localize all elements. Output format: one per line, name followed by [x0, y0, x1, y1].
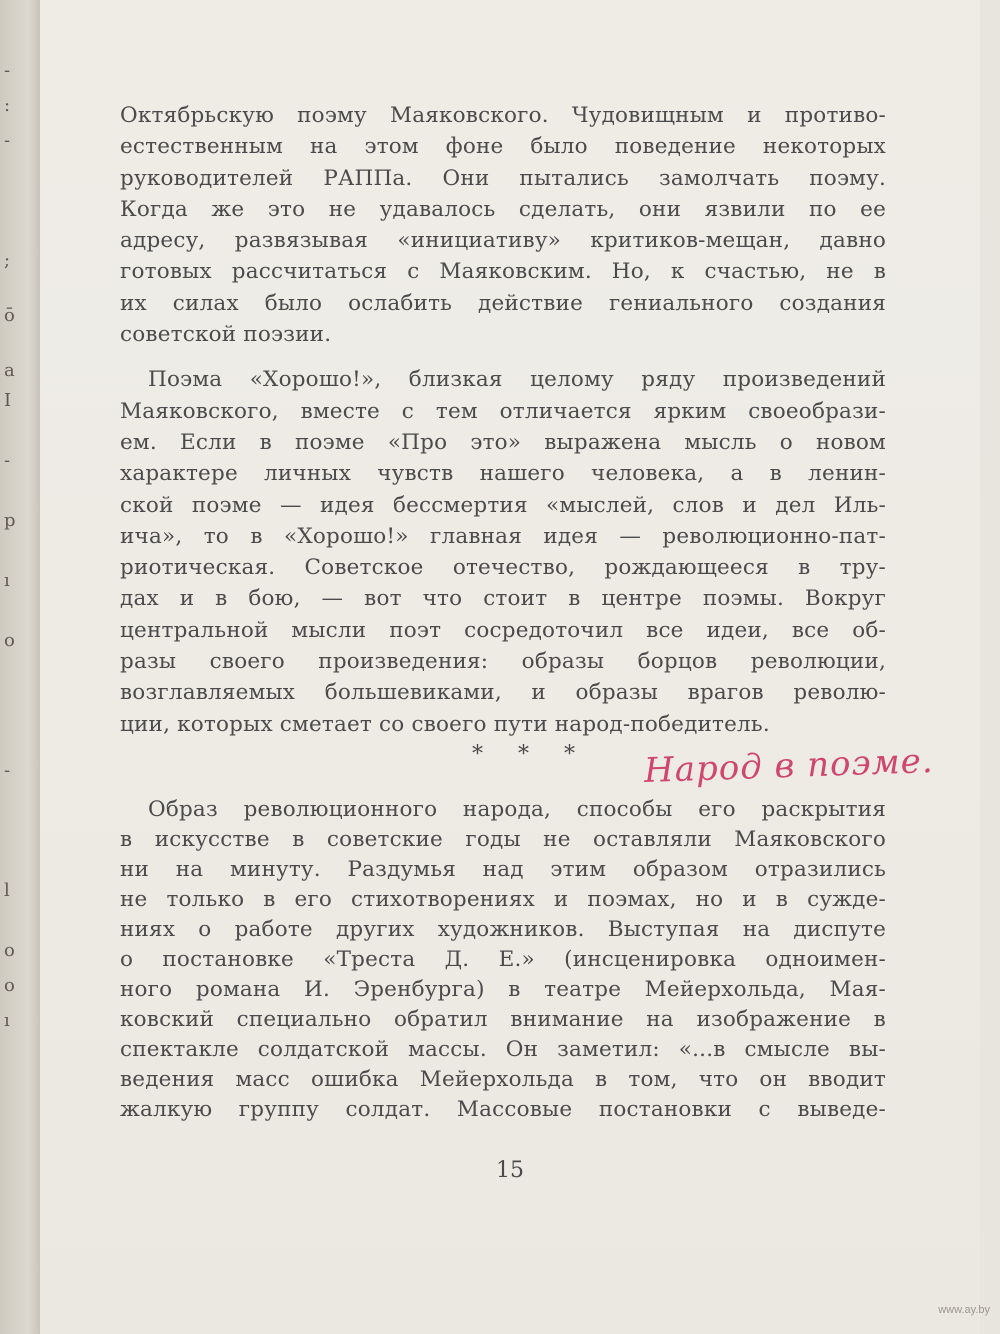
- text-line: характере личных чувств нашего человека, а в ленин-: [120, 461, 886, 487]
- text-line: естественным на этом фоне было поведение некоторых: [120, 134, 886, 160]
- bleed-mark: I: [4, 390, 12, 411]
- paragraph-2: [120, 364, 886, 740]
- bleed-mark: ;: [4, 250, 11, 271]
- text-line: центральной мысли поэт сосредоточил все идеи, все об-: [120, 617, 886, 643]
- text-line: ича», то в «Хорошо!» главная идея — революционно-пат-: [120, 523, 886, 549]
- body-text-top: [120, 100, 886, 740]
- text-line: разы своего произведения: образы борцов революции,: [120, 649, 886, 675]
- bleed-mark: o: [4, 940, 15, 961]
- bleed-mark: o: [4, 630, 15, 651]
- page-number: 15: [496, 1158, 524, 1183]
- section-divider: * * *: [472, 742, 589, 767]
- bleed-mark: l: [4, 880, 10, 901]
- left-page-edge: [0, 0, 42, 1334]
- text-line: Октябрьскую поэму Маяковского. Чудовищным и противо-: [120, 103, 886, 128]
- text-line: руководителей РАППа. Они пытались замолчать поэму.: [120, 165, 886, 191]
- text-line: готовых рассчитаться с Маяковским. Но, к счастью, не в: [120, 259, 886, 285]
- bleed-mark: -: [4, 450, 11, 471]
- text-line: Поэма «Хорошо!», близкая целому ряду произведений: [148, 367, 886, 393]
- text-line: ниях о работе других художников. Выступая на диспуте: [120, 917, 886, 942]
- bleed-mark: -: [4, 760, 11, 781]
- text-line: ведения масс ошибка Мейерхольда в том, что он вводит: [120, 1067, 886, 1092]
- bleed-mark: a: [4, 360, 15, 381]
- bleed-mark: -: [4, 60, 11, 81]
- text-line: возглавляемых большевиками, и образы врагов револю-: [120, 680, 886, 706]
- bleed-mark: :: [4, 95, 11, 116]
- text-line: дах и в бою, — вот что стоит в центре поэмы. Вокруг: [120, 586, 886, 612]
- text-line: риотическая. Советское отечество, рождающееся в тру-: [120, 555, 886, 581]
- text-line: ем. Если в поэме «Про это» выражена мысль о новом: [120, 429, 886, 455]
- text-line: в искусстве в советские годы не оставляли Маяковского: [120, 827, 886, 852]
- text-line: ного романа И. Эренбурга) в театре Мейерхольда, Мая-: [120, 977, 886, 1002]
- paragraph-1: [120, 100, 886, 350]
- book-page: [40, 0, 980, 1334]
- text-line: ции, которых сметает со своего пути народ-победитель.: [120, 711, 770, 737]
- bleed-mark: p: [4, 510, 16, 531]
- body-text-bottom: [120, 795, 886, 1125]
- text-line: Маяковского, вместе с тем отличается ярким своеобрази-: [120, 398, 886, 424]
- bleed-mark: -: [4, 130, 11, 151]
- text-line: советской поэзии.: [120, 322, 332, 348]
- text-line: их силах было ослабить действие гениального создания: [120, 290, 886, 316]
- left-page-bleed-marks: [4, 60, 24, 1100]
- bleed-mark: o: [4, 975, 15, 996]
- text-line: ской поэме — идея бессмертия «мыслей, слов и дел Иль-: [120, 492, 886, 518]
- text-line: жалкую группу солдат. Массовые постановки с выведе-: [120, 1097, 886, 1122]
- text-line: ковский специально обратил внимание на изображение в: [120, 1007, 886, 1032]
- text-line: не только в его стихотворениях и поэмах, но и в сужде-: [120, 887, 886, 912]
- paragraph-3: [120, 795, 886, 1125]
- bleed-mark: ı: [4, 570, 10, 591]
- text-line: ни на минуту. Раздумья над этим образом отразились: [120, 857, 886, 882]
- watermark: www.ay.by: [938, 1304, 990, 1316]
- bleed-mark: ı: [4, 1010, 10, 1031]
- text-line: Образ революционного народа, способы его раскрытия: [148, 797, 886, 822]
- text-line: адресу, развязывая «инициативу» критиков-мещан, давно: [120, 228, 886, 254]
- text-line: спектакле солдатской массы. Он заметил: «...в смысле вы-: [120, 1037, 886, 1062]
- bleed-mark: ō: [4, 305, 15, 326]
- text-line: о постановке «Треста Д. Е.» (инсценировка одноимен-: [120, 947, 886, 972]
- text-line: Когда же это не удавалось сделать, они язвили по ее: [120, 196, 886, 222]
- handwritten-note: Народ в поэме.: [643, 740, 935, 792]
